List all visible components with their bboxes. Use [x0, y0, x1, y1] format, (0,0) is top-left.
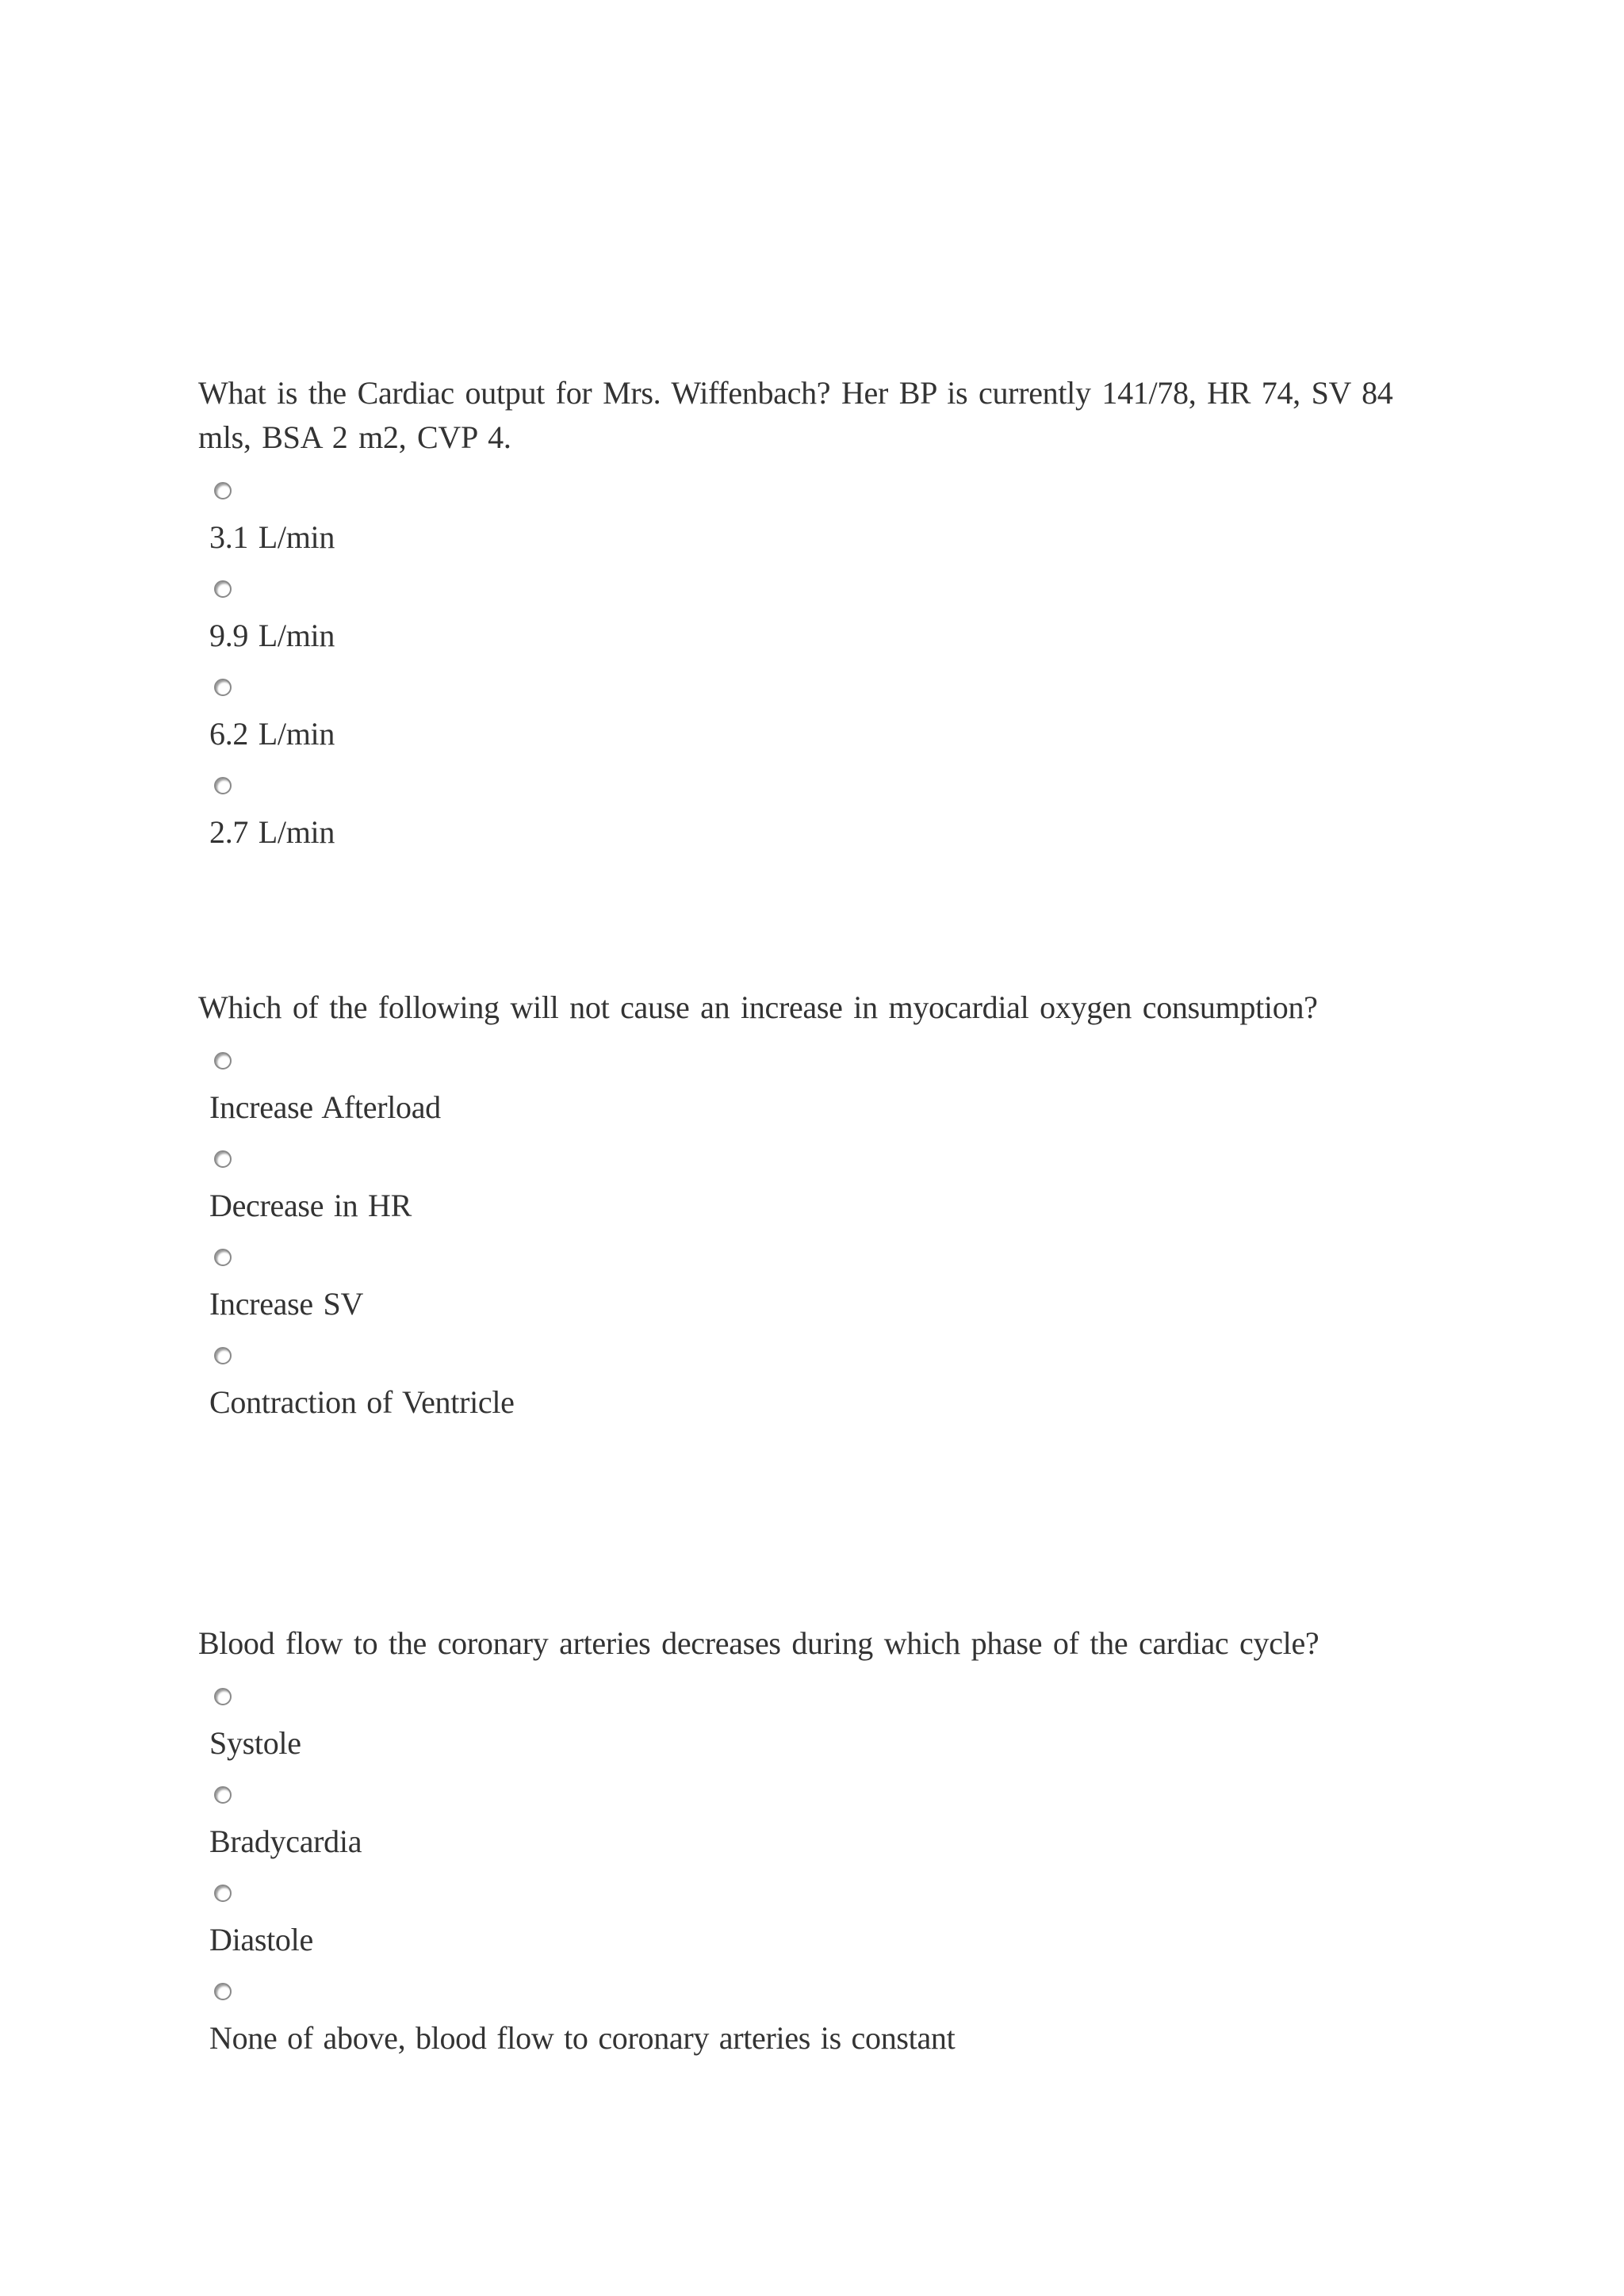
- radio-button[interactable]: [214, 482, 232, 499]
- answer-option[interactable]: [198, 1866, 1435, 1964]
- answer-label: Diastole: [209, 1922, 313, 1957]
- radio-button[interactable]: [214, 1786, 232, 1804]
- radio-button[interactable]: [214, 1983, 232, 2000]
- answer-label: Bradycardia: [209, 1823, 362, 1859]
- answer-option[interactable]: [198, 758, 1435, 856]
- answer-option[interactable]: [198, 1328, 1435, 1426]
- radio-button[interactable]: [214, 580, 232, 598]
- answer-label: Increase SV: [209, 1286, 364, 1322]
- radio-button[interactable]: [214, 1150, 232, 1168]
- answer-label: Systole: [209, 1725, 301, 1761]
- question-2: [198, 985, 1435, 1426]
- answer-option[interactable]: [198, 1033, 1435, 1131]
- radio-button[interactable]: [214, 1052, 232, 1070]
- question-1-options: [198, 463, 1435, 856]
- question-1: [198, 371, 1435, 856]
- radio-button[interactable]: [214, 1885, 232, 1902]
- answer-option[interactable]: [198, 1964, 1435, 2062]
- answer-label: None of above, blood flow to coronary arteries is constant: [209, 2020, 956, 2056]
- radio-button[interactable]: [214, 679, 232, 696]
- answer-option[interactable]: [198, 1669, 1435, 1767]
- answer-label: 3.1 L/min: [209, 519, 335, 555]
- question-1-text: What is the Cardiac output for Mrs. Wiffenbach? Her BP is currently 141/78, HR 74, SV 84 mls, BSA 2 m2, CVP 4.: [198, 375, 1393, 455]
- answer-label: Contraction of Ventricle: [209, 1384, 515, 1420]
- question-3-options: [198, 1669, 1435, 2062]
- answer-label: Increase Afterload: [209, 1089, 441, 1125]
- answer-option[interactable]: [198, 561, 1435, 660]
- question-2-options: [198, 1033, 1435, 1426]
- radio-button[interactable]: [214, 1347, 232, 1364]
- answer-option[interactable]: [198, 1131, 1435, 1230]
- question-3: [198, 1621, 1435, 2062]
- answer-option[interactable]: [198, 1230, 1435, 1328]
- answer-option[interactable]: [198, 463, 1435, 561]
- answer-option[interactable]: [198, 660, 1435, 758]
- answer-label: 6.2 L/min: [209, 716, 335, 752]
- radio-button[interactable]: [214, 777, 232, 794]
- answer-option[interactable]: [198, 1767, 1435, 1866]
- answer-label: 2.7 L/min: [209, 814, 335, 850]
- radio-button[interactable]: [214, 1688, 232, 1705]
- question-2-text: Which of the following will not cause an increase in myocardial oxygen consumption?: [198, 989, 1318, 1025]
- radio-button[interactable]: [214, 1249, 232, 1266]
- answer-label: 9.9 L/min: [209, 618, 335, 653]
- question-3-text: Blood flow to the coronary arteries decreases during which phase of the cardiac cycle?: [198, 1625, 1320, 1661]
- answer-label: Decrease in HR: [209, 1188, 412, 1223]
